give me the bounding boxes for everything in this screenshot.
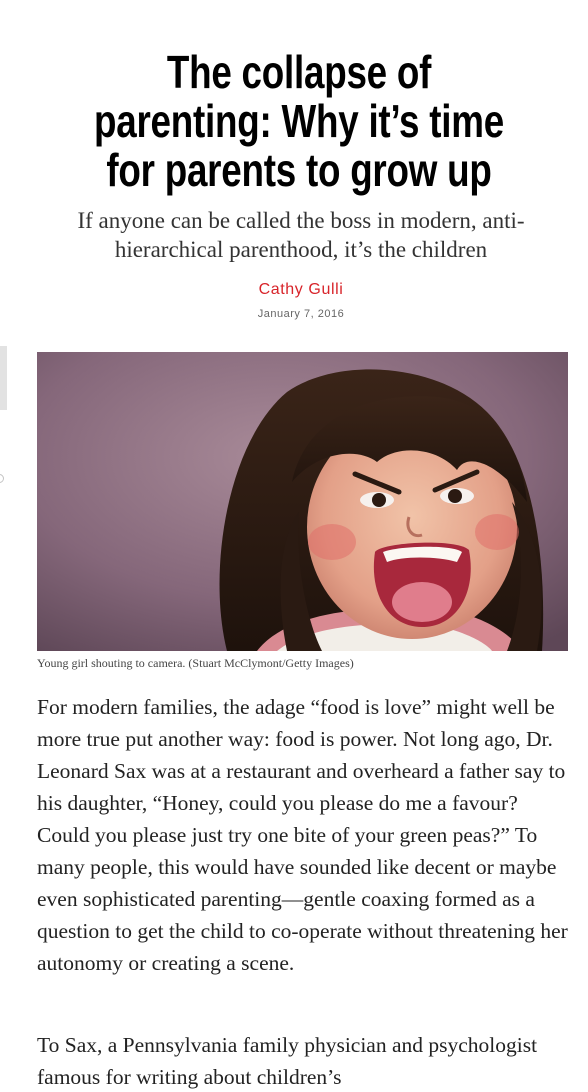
article-subheadline: If anyone can be called the boss in modern, anti-hierarchical parenthood, it’s the children — [77, 208, 525, 262]
hero-image — [37, 352, 568, 651]
article-paragraph-1: For modern families, the adage “food is love” might well be more true put another way: food is power. Not long ago, Dr. Leonard Sax was at a restaurant and overheard a father say to his daughter, “Honey, could you please do me a favour? Could you please just try one bite of your green peas?” To many people, this would have sounded like decent or maybe even sophisticated parenting—gentle coaxing formed as a question to get the child to co-operate without threatening her autonomy or creating a scene. — [37, 695, 568, 975]
girl-shouting-illustration — [37, 352, 568, 651]
image-caption: Young girl shouting to camera. (Stuart McClymont/Getty Images) — [37, 656, 354, 670]
article-headline: The collapse of parenting: Why it’s time for parents to grow up — [94, 46, 504, 196]
author-link[interactable]: Cathy Gulli — [258, 281, 344, 298]
side-share-tab[interactable] — [0, 346, 7, 410]
article-paragraph-2: To Sax, a Pennsylvania family physician and psychologist famous for writing about children’s — [37, 1033, 538, 1089]
side-handle-icon[interactable] — [0, 474, 4, 483]
publish-date: January 7, 2016 — [257, 308, 345, 320]
